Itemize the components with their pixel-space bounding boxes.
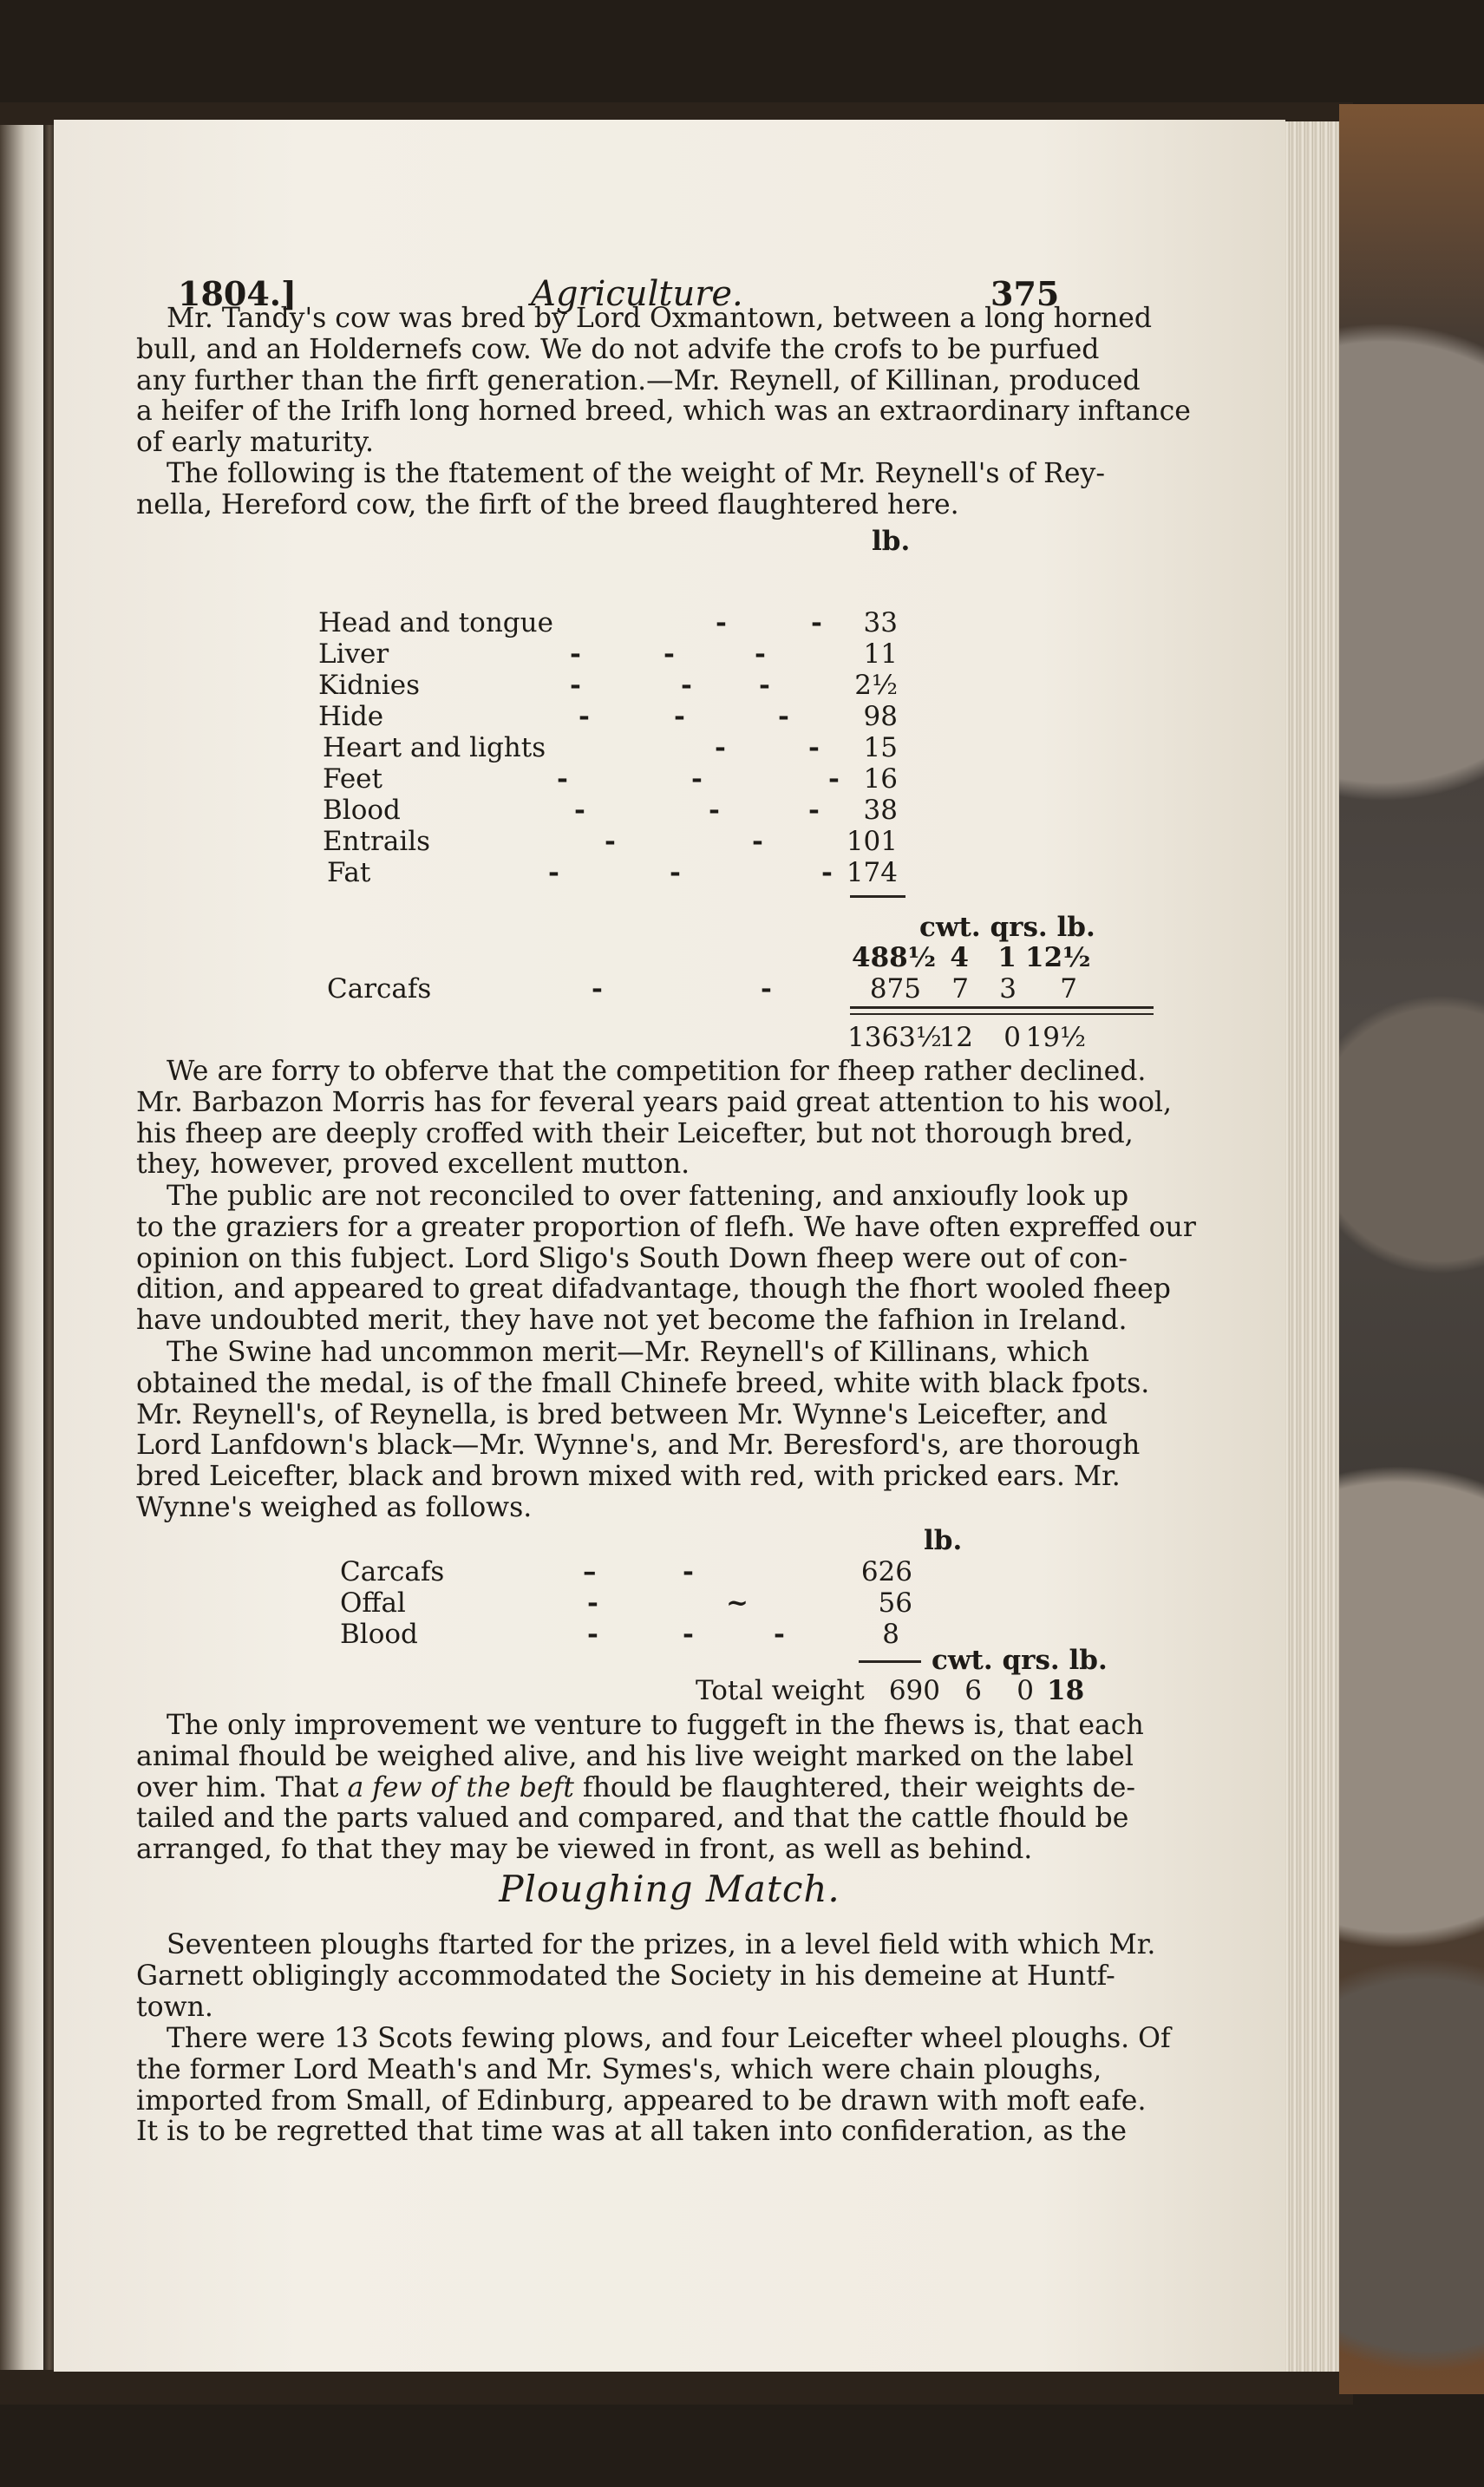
dash: -	[570, 638, 581, 670]
swine-row-label: Blood	[340, 1619, 418, 1650]
paragraph-swine	[136, 1338, 1160, 1524]
cow-row-head	[318, 607, 1012, 638]
cow-total-rule	[850, 1006, 1154, 1009]
header-year: 1804.]	[178, 274, 297, 313]
cow-total-rule-2	[850, 1013, 1154, 1015]
cow-total-row	[847, 1022, 1160, 1053]
dash: -	[570, 670, 581, 701]
cow-subtotal-qrs: 1	[997, 942, 1017, 973]
cow-subtotal-row	[852, 942, 1147, 973]
dash: -	[592, 973, 603, 1005]
cow-carcass-cwt: 7	[951, 973, 969, 1005]
dash: -	[828, 763, 840, 795]
dash: -	[691, 763, 703, 795]
dash: -	[715, 732, 726, 763]
swine-row-carcass	[340, 1556, 1034, 1587]
text-fragment: over him. That	[136, 1771, 348, 1803]
dash: -	[683, 1619, 694, 1650]
swine-table-rule	[859, 1660, 921, 1663]
swine-row-offal	[340, 1587, 1034, 1619]
cow-row-label: Heart and lights	[323, 732, 546, 763]
cow-total-cwt: 12	[938, 1022, 973, 1053]
cow-row-value: 98	[863, 701, 898, 732]
text-line: Mr. Reynell's, of Reynella, is bred between Mr. Wynne's Leicefter, and	[136, 1398, 1108, 1430]
dash: -	[774, 1619, 785, 1650]
dash: -	[681, 670, 692, 701]
cow-total-qrs: 0	[1003, 1022, 1021, 1053]
cow-total-lb2: 19½	[1025, 1022, 1086, 1053]
text-line: a heifer of the Irifh long horned breed, which was an extraordinary inftance	[136, 396, 1191, 428]
text-line: the former Lord Meath's and Mr. Symes's, which were chain ploughs,	[136, 2053, 1102, 2085]
paragraph-scots-plows	[136, 2023, 1171, 2148]
text-line: The following is the ftatement of the weight of Mr. Reynell's of Rey-	[167, 457, 1105, 489]
swine-row-value: 8	[882, 1619, 899, 1650]
swine-units-header: cwt. qrs. lb.	[932, 1645, 1108, 1676]
text-line: Seventeen ploughs ftarted for the prizes, in a level field with which Mr.	[167, 1929, 1156, 1960]
text-line: any further than the firft generation.—Mr. Reynell, of Killinan, produced	[136, 364, 1141, 396]
text-line: The Swine had uncommon merit—Mr. Reynell's of Killinans, which	[167, 1337, 1089, 1368]
cow-row-value: 174	[846, 857, 898, 888]
left-page-edge	[0, 121, 45, 2377]
cow-row-heart	[323, 732, 1017, 763]
bottom-shadow	[0, 2370, 1353, 2405]
cow-row-label: Entrails	[323, 826, 431, 857]
paragraph-public	[136, 1181, 1196, 1337]
text-line: bull, and an Holdernefs cow. We do not advife the crofs to be purfued	[136, 333, 1100, 365]
dash: -	[548, 857, 559, 888]
dash: -	[778, 701, 789, 732]
cow-subtotal-lb2: 12½	[1025, 942, 1091, 973]
dash: -	[808, 795, 820, 826]
cow-carcass-label: Carcafs	[327, 973, 432, 1005]
cow-row-value: 15	[863, 732, 898, 763]
paragraph-tandy-cow	[136, 303, 1191, 521]
dash: -	[709, 795, 720, 826]
text-line: dition, and appeared to great difadvantage, though the fhort wooled fheep	[136, 1273, 1171, 1306]
cow-row-liver	[318, 638, 1012, 670]
paragraph-sheep	[136, 1056, 1173, 1181]
cow-row-kidnies	[318, 670, 1012, 701]
book-page	[54, 120, 1285, 2372]
italic-phrase: a few of the beft	[347, 1771, 574, 1803]
dash: -	[761, 973, 772, 1005]
cow-row-label: Kidnies	[318, 670, 421, 701]
running-title: Agriculture.	[531, 274, 743, 314]
cow-row-fat	[327, 857, 1021, 888]
cow-row-blood	[323, 795, 1017, 826]
swine-total-cwt: 6	[964, 1675, 982, 1706]
dash: -	[674, 701, 685, 732]
dash: -	[587, 1587, 598, 1619]
text-line: Wynne's weighed as follows.	[136, 1491, 533, 1523]
dash: -	[755, 638, 766, 670]
text-line: to the graziers for a greater proportion of flefh. We have often expreffed our	[136, 1211, 1196, 1243]
text-line: imported from Small, of Edinburg, appeared to be drawn with moft eafe.	[136, 2084, 1147, 2117]
cow-units-header: cwt. qrs. lb.	[919, 912, 1095, 943]
cow-row-label: Liver	[318, 638, 389, 670]
cow-row-value: 11	[863, 638, 898, 670]
dash: -	[821, 857, 833, 888]
dash: -	[683, 1556, 694, 1587]
cow-subtotal-cwt: 4	[950, 942, 969, 973]
dash: -	[759, 670, 770, 701]
text-line: of early maturity.	[136, 427, 375, 459]
cow-subtotal-lb: 488½	[852, 942, 937, 973]
dash: -	[579, 701, 590, 732]
section-title-ploughing-match: Ploughing Match.	[499, 1868, 840, 1910]
swine-total-qrs: 0	[1017, 1675, 1034, 1706]
text-line: Mr. Tandy's cow was bred by Lord Oxmantown, between a long horned	[167, 303, 1153, 334]
cow-row-value: 38	[863, 795, 898, 826]
dash: -	[605, 826, 616, 857]
text-line: Mr. Barbazon Morris has for feveral years paid great attention to his wool,	[136, 1086, 1173, 1118]
text-line: animal fhould be weighed alive, and his live weight marked on the label	[136, 1740, 1134, 1772]
text-line: The public are not reconciled to over fattening, and anxioufly look up	[167, 1181, 1129, 1212]
swine-total-row	[696, 1675, 1147, 1706]
cow-carcass-lb2: 7	[1060, 973, 1077, 1005]
cow-row-feet	[323, 763, 1017, 795]
text-line: nella, Hereford cow, the firft of the breed flaughtered here.	[136, 488, 959, 520]
cow-row-label: Head and tongue	[318, 607, 553, 638]
text-line: Garnett obligingly accommodated the Society in his demeine at Huntf-	[136, 1960, 1115, 1992]
cow-row-entrails	[323, 826, 1017, 857]
paragraph-ploughs-started	[136, 1930, 1160, 2023]
text-line: have undoubted merit, they have not yet become the fafhion in Ireland.	[136, 1305, 1128, 1337]
dash: -	[670, 857, 681, 888]
cow-row-hide	[318, 701, 1012, 732]
swine-row-value: 626	[860, 1556, 912, 1587]
page-edges	[1282, 121, 1341, 2372]
dash: -	[557, 763, 568, 795]
text-line: they, however, proved excellent mutton.	[136, 1149, 690, 1181]
swine-row-value: 56	[878, 1587, 912, 1619]
swine-row-label: Offal	[340, 1587, 406, 1619]
swine-row-blood	[340, 1619, 1034, 1650]
swine-table-unit: lb.	[924, 1525, 963, 1556]
cow-row-value: 2½	[854, 670, 898, 701]
swine-total-label: Total weight	[696, 1675, 865, 1706]
text-line: town.	[136, 1991, 213, 2023]
dash: ~	[726, 1587, 749, 1619]
dash: -	[811, 607, 822, 638]
dash: -	[752, 826, 763, 857]
text-line: arranged, fo that they may be viewed in front, as well as behind.	[136, 1834, 1033, 1866]
text-line: bred Leicefter, black and brown mixed with red, with pricked ears. Mr.	[136, 1461, 1121, 1493]
cow-table-unit: lb.	[872, 526, 911, 557]
swine-total-lb2: 18	[1047, 1675, 1085, 1706]
dash: -	[574, 795, 585, 826]
text-line: tailed and the parts valued and compared, and that the cattle fhould be	[136, 1803, 1129, 1835]
paragraph-improvement	[136, 1711, 1160, 1866]
text-line: There were 13 Scots fewing plows, and four Leicefter wheel ploughs. Of	[167, 2023, 1171, 2054]
text-line: obtained the medal, is of the fmall Chinefe breed, white with black fpots.	[136, 1367, 1150, 1399]
cow-row-label: Feet	[323, 763, 382, 795]
text-line: Lord Lanfdown's black—Mr. Wynne's, and Mr. Beresford's, are thorough	[136, 1430, 1141, 1462]
cow-row-value: 16	[863, 763, 898, 795]
page-text	[54, 120, 1285, 2372]
text-line: We are forry to obferve that the competition for fheep rather declined.	[167, 1056, 1147, 1087]
cow-table-rule	[850, 895, 905, 898]
page-number: 375	[990, 274, 1060, 313]
dash: –	[583, 1556, 597, 1587]
text-fragment: fhould be flaughtered, their weights de-	[573, 1771, 1136, 1803]
cow-total-lb: 1363½	[847, 1022, 942, 1053]
cow-row-label: Fat	[327, 857, 371, 888]
swine-total-lb: 690	[888, 1675, 940, 1706]
dash: -	[716, 607, 727, 638]
cow-row-label: Blood	[323, 795, 401, 826]
text-line	[136, 1773, 1160, 1804]
cow-row-label: Hide	[318, 701, 384, 732]
dash: -	[664, 638, 675, 670]
text-line: his fheep are deeply croffed with their Leicefter, but not thorough bred,	[136, 1117, 1134, 1149]
text-line: The only improvement we venture to fuggeft in the fhews is, that each	[167, 1710, 1144, 1741]
cow-carcass-lb: 875	[869, 973, 921, 1005]
text-line: It is to be regretted that time was at all taken into confideration, as the	[136, 2116, 1128, 2148]
cow-row-value: 101	[846, 826, 898, 857]
swine-row-label: Carcafs	[340, 1556, 445, 1587]
cow-carcass-qrs: 3	[999, 973, 1017, 1005]
cow-carcass-row	[327, 973, 1177, 1005]
text-line: opinion on this fubject. Lord Sligo's South Down fheep were out of con-	[136, 1242, 1128, 1274]
cow-row-value: 33	[863, 607, 898, 638]
dash: -	[587, 1619, 598, 1650]
dash: -	[808, 732, 820, 763]
marbled-cover	[1339, 104, 1484, 2394]
